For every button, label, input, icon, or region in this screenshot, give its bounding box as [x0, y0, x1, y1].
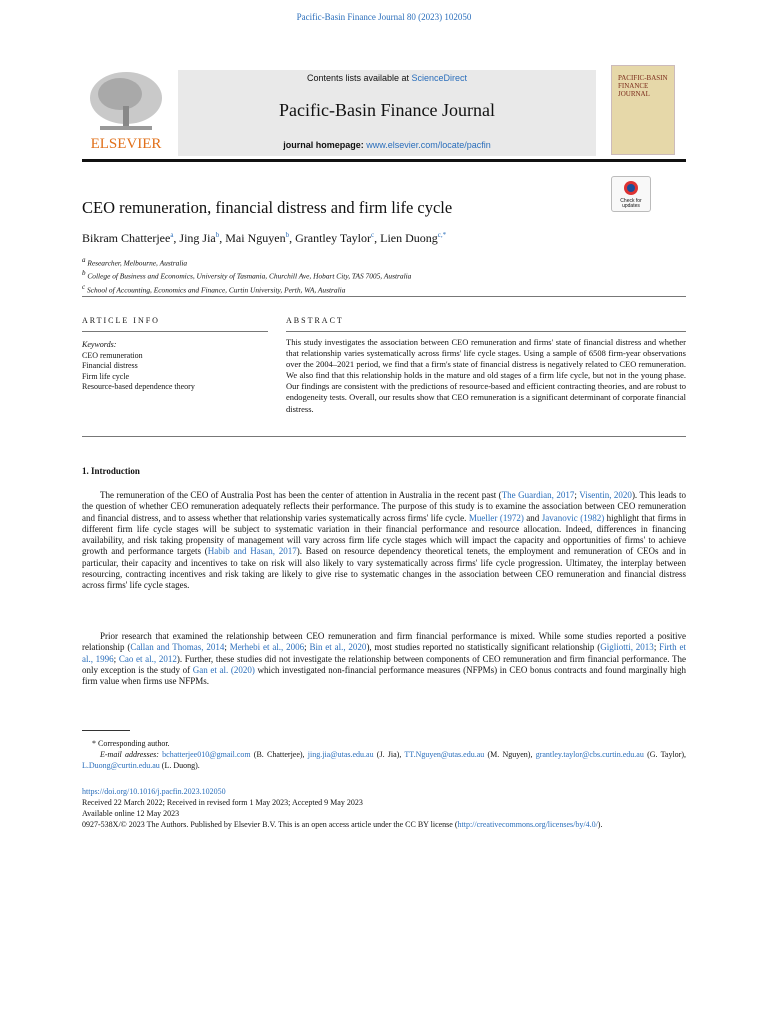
- journal-cover-thumbnail[interactable]: [611, 65, 675, 155]
- license-link[interactable]: http://creativecommons.org/licenses/by/4.0/: [457, 820, 598, 829]
- divider: [82, 436, 686, 437]
- abstract-heading: ABSTRACT: [286, 316, 344, 325]
- email-addresses: E-mail addresses: bchatterjee010@gmail.com (B. Chatterjee), jing.jia@utas.edu.au (J. Jia), TT.Nguyen@utas.edu.au (M. Nguyen), grantley.taylor@cbs.curtin.edu.au (G. Taylor), L.Duong@curtin.edu.au (L. Duong).: [82, 750, 687, 770]
- footnote-rule: [82, 730, 130, 731]
- keyword: Financial distress: [82, 361, 138, 370]
- author-affiliation-mark[interactable]: b: [285, 231, 290, 239]
- email-link[interactable]: bchatterjee010@gmail.com: [162, 750, 251, 759]
- abstract-text: This study investigates the association between CEO remuneration and firms' state of financial distress and whether that relationship varies systematically across firms' life cycle stages. Using a sample of 6508 firm-year observations over the 2004–2021 period, we find that a firm's state of financial distress is negatively related to CEO remuneration. We also find that this relationship holds in the mature and old stages of a firm life cycle, but not in the young phase. Our findings are consistent with the predictions of resource-based and efficient contracting theories, and are robust to endogeneity tests. Overall, our results show that CEO remuneration is a significant determinant of corporate financial distress.: [286, 337, 686, 414]
- doi-link[interactable]: https://doi.org/10.1016/j.pacfin.2023.102050: [82, 787, 226, 796]
- affiliation: $^c$ School of Accounting, Economics and Finance, Curtin University, Perth, WA, Australia: [82, 282, 346, 295]
- author-name[interactable]: Lien Duong: [380, 231, 438, 245]
- keyword: Resource-based dependence theory: [82, 382, 195, 391]
- cover-title: PACIFIC-BASIN FINANCE JOURNAL: [618, 74, 668, 98]
- author-affiliation-mark[interactable]: c,*: [437, 231, 447, 239]
- intro-paragraph-2: Prior research that examined the relationship between CEO remuneration and firm financial performance is mixed. While some studies reported a positive relationship (Callan and Thomas, 2014; Merhebi et al., 2006; Bin et al., 2020), most studies reported no statistically significant relationship (Gigliotti, 2013; Firth et al., 1996; Cao et al., 2012). Further, these studies did not investigate the relationship between components of CEO remuneration and firm financial performance. The only exception is the study of Gan et al. (2020) which investigated non-financial performance measures (NFPMs) in CEO bonus contracts and found marginally high firm value when firms use NFPMs.: [82, 631, 687, 687]
- journal-title: Pacific-Basin Finance Journal: [279, 100, 495, 120]
- keywords-block: [82, 340, 195, 393]
- author-name[interactable]: Mai Nguyen: [225, 231, 286, 245]
- citation-link[interactable]: Firth et al., 1996: [82, 642, 686, 664]
- citation-link[interactable]: Javanovic (1982): [541, 512, 605, 523]
- citation-link[interactable]: The Guardian, 2017: [501, 490, 575, 500]
- masthead-rule: [82, 159, 686, 162]
- email-link[interactable]: grantley.taylor@cbs.curtin.edu.au: [535, 750, 644, 759]
- license-statement: 0927-538X/© 2023 The Authors. Published by Elsevier B.V. This is an open access article under the CC BY license (http://creativecommons.org/licenses/by/4.0/).: [82, 820, 603, 829]
- author-affiliation-mark[interactable]: b: [215, 231, 220, 239]
- keyword: Firm life cycle: [82, 371, 130, 381]
- homepage-line: journal homepage: www.elsevier.com/locate/pacfin: [283, 140, 491, 150]
- article-history: [82, 786, 686, 830]
- email-link[interactable]: jing.jia@utas.edu.au: [307, 750, 374, 759]
- elsevier-logo: [80, 66, 172, 152]
- email-link[interactable]: TT.Nguyen@utas.edu.au: [404, 750, 485, 759]
- corresponding-author-note: * Corresponding author.: [92, 739, 170, 748]
- citation-link[interactable]: Cao et al., 2012: [118, 653, 177, 664]
- citation-link[interactable]: Habib and Hasan, 2017: [207, 546, 297, 557]
- affiliation: $^a$ Researcher, Melbourne, Australia: [82, 256, 188, 268]
- author-name[interactable]: Jing Jia: [179, 231, 216, 245]
- article-info-heading: ARTICLE INFO: [82, 316, 160, 325]
- keyword: CEO remuneration: [82, 350, 143, 360]
- sciencedirect-link[interactable]: ScienceDirect: [411, 73, 468, 83]
- paper-title: CEO remuneration, financial distress and firm life cycle: [82, 198, 453, 217]
- divider: [82, 331, 268, 332]
- divider: [82, 296, 686, 297]
- affiliations: [82, 255, 411, 295]
- journal-homepage-link[interactable]: www.elsevier.com/locate/pacfin: [366, 140, 491, 150]
- keywords-label: Keywords:: [82, 340, 117, 349]
- intro-paragraph-1: The remuneration of the CEO of Australia Post has been the center of attention in Australia in the recent past (The Guardian, 2017; Visentin, 2020). This leads to the question of whether CEO remuneration adequately reflects their performance. The purpose of this study is to examine the association between CEO remuneration and financial distress, and to assess whether that relationship varies systematically across firms' life cycle. Mueller (1972) and Javanovic (1982) highlight that firms in different firm life cycle stages will be subject to systematic variation in their financial performance and resource allocation. Indeed, differences in financing availability, and risk taking propensity of management will vary across firm life cycle stages which will impact the capacity and opportunities of firms' to achieve growth and performance targets (Habib and Hasan, 2017). Based on resource dependency theoretical tenets, the employment and remuneration of CEOs and in particular, their capacity and incentives to take on risk will also likely to vary systematically across firms' life cycle progression. Ultimatey, the interplay between resourcing, contracting incentives and risk taking are likely to give rise to systematic changes in the association between CEO remuneration and financial distress across firms' life cycle stages.: [82, 490, 687, 591]
- email-link[interactable]: L.Duong@curtin.edu.au: [82, 761, 160, 770]
- update-icon: [623, 180, 639, 196]
- author-list: Bikram Chatterjee$^a$, Jing Jia$^b$, Mai Nguyen$^b$, Grantley Taylor$^c$, Lien Duong$^{c,*}$: [82, 231, 447, 245]
- author-affiliation-mark[interactable]: c: [371, 231, 375, 239]
- citation-link[interactable]: Visentin, 2020: [579, 490, 632, 500]
- received-dates: Received 22 March 2022; Received in revised form 1 May 2023; Accepted 9 May 2023: [82, 798, 363, 807]
- publisher-wordmark: ELSEVIER: [90, 136, 162, 152]
- badge-line2: updates: [622, 203, 640, 209]
- affiliation: $^b$ College of Business and Economics, University of Tasmania, Churchill Ave, Hobart City, TAS 7005, Australia: [82, 269, 412, 281]
- citation-link[interactable]: Callan and Thomas, 2014: [130, 642, 225, 653]
- footnotes: [82, 738, 686, 771]
- citation-link[interactable]: Bin et al., 2020: [309, 642, 367, 653]
- contents-line: Contents lists available at ScienceDirect: [306, 73, 468, 83]
- citation-link[interactable]: Gan et al. (2020): [192, 664, 255, 675]
- badge-line1: Check for: [620, 197, 642, 204]
- divider: [286, 331, 686, 332]
- journal-citation[interactable]: Pacific-Basin Finance Journal 80 (2023) 102050: [296, 12, 472, 22]
- author-name[interactable]: Grantley Taylor: [295, 231, 372, 245]
- author-affiliation-mark[interactable]: a: [170, 231, 174, 239]
- citation-link[interactable]: Gigliotti, 2013: [600, 642, 654, 653]
- citation-link[interactable]: Mueller (1972): [468, 512, 524, 523]
- online-date: Available online 12 May 2023: [82, 809, 180, 818]
- check-for-updates-badge[interactable]: [611, 176, 651, 212]
- author-name[interactable]: Bikram Chatterjee: [82, 231, 171, 245]
- section-heading-introduction: 1. Introduction: [82, 466, 140, 476]
- citation-link[interactable]: Merhebi et al., 2006: [229, 642, 305, 653]
